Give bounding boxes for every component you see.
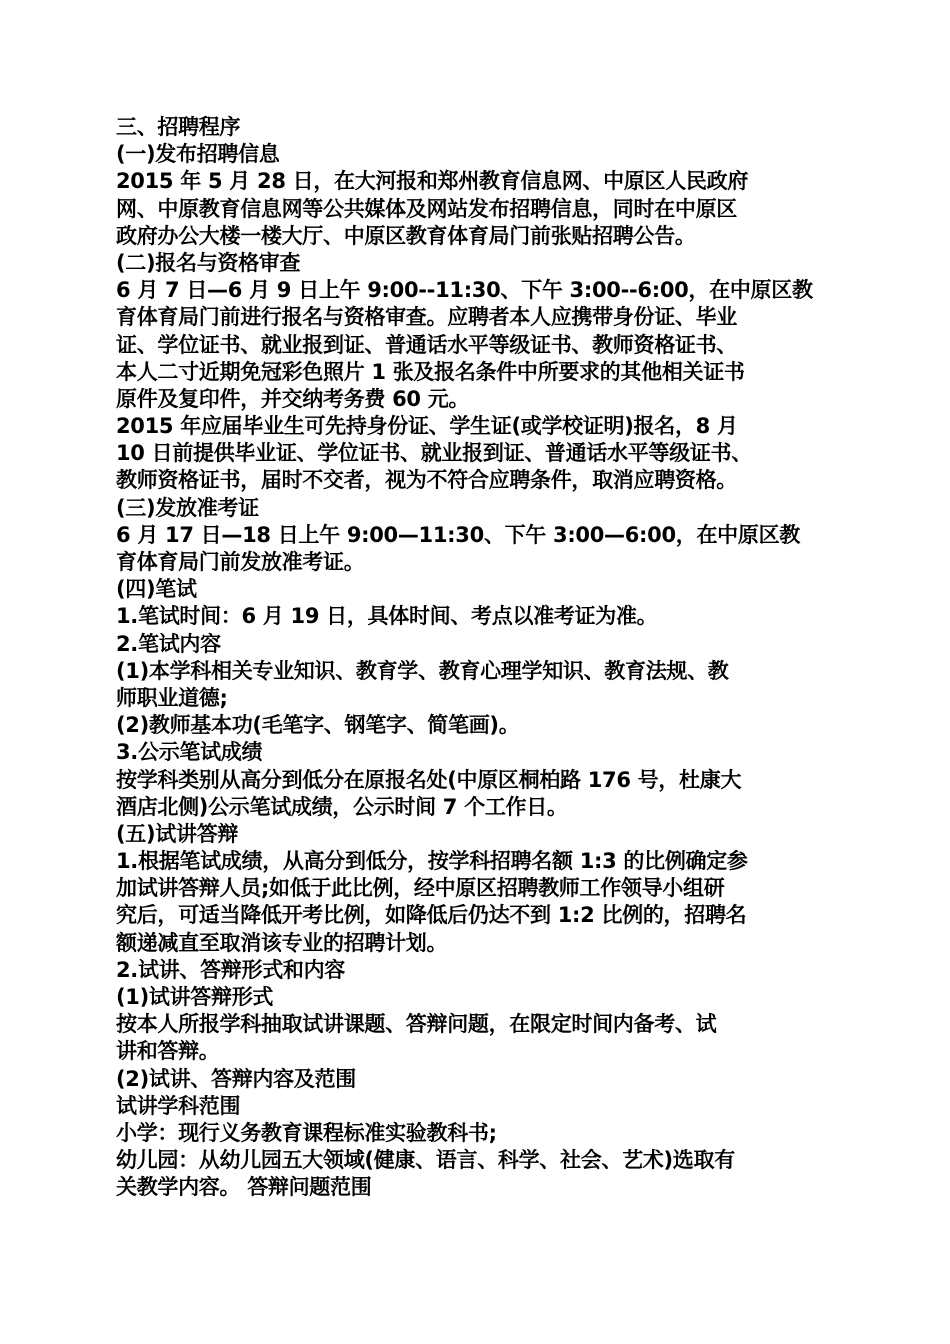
text-line: 幼儿园：从幼儿园五大领域(健康、语言、科学、社会、艺术)选取有 [116,1148,735,1173]
text-line: 证、学位证书、就业报到证、普通话水平等级证书、教师资格证书、 [116,332,737,357]
text-line: 网、中原教育信息网等公共媒体及网站发布招聘信息，同时在中原区 [116,196,737,221]
text-line: (2)试讲、答辩内容及范围 [116,1066,356,1091]
text-line: 6 月 7 日—6 月 9 日上午 9:00--11:30、下午 3:00--6:00，在中原区教 [116,278,813,303]
text-line: 额递减直至取消该专业的招聘计划。 [116,930,448,955]
text-line: 按本人所报学科抽取试讲课题、答辩问题，在限定时间内备考、试 [116,1012,717,1037]
text-line: 按学科类别从高分到低分在原报名处(中原区桐柏路 176 号，杜康大 [116,767,742,792]
text-line: 原件及复印件，并交纳考务费 60 元。 [116,386,470,411]
text-line: (1)本学科相关专业知识、教育学、教育心理学知识、教育法规、教 [116,658,729,683]
text-line: 育体育局门前进行报名与资格审查。应聘者本人应携带身份证、毕业 [116,305,737,330]
subheading-publish-info: (一)发布招聘信息 [116,142,280,167]
text-line: 小学：现行义务教育课程标准实验教科书; [116,1120,497,1145]
text-line: 2015 年应届毕业生可先持身份证、学生证(或学校证明)报名，8 月 [116,414,738,439]
document-body [116,114,838,1202]
subheading-trial-lecture: (五)试讲答辩 [116,821,239,846]
text-line: (2)教师基本功(毛笔字、钢笔字、简笔画)。 [116,713,520,738]
subheading-written-exam: (四)笔试 [116,577,197,602]
subheading-admission-ticket: (三)发放准考证 [116,495,259,520]
text-line: 1.笔试时间：6 月 19 日，具体时间、考点以准考证为准。 [116,604,658,629]
text-line: 师职业道德; [116,685,228,710]
text-line: 关教学内容。 答辩问题范围 [116,1175,372,1200]
text-line: 试讲学科范围 [116,1093,241,1118]
text-line: 10 日前提供毕业证、学位证书、就业报到证、普通话水平等级证书、 [116,441,752,466]
text-line: 6 月 17 日—18 日上午 9:00—11:30、下午 3:00—6:00，在中原区教 [116,522,800,547]
text-line: 2015 年 5 月 28 日，在大河报和郑州教育信息网、中原区人民政府 [116,169,749,194]
text-line: 政府办公大楼一楼大厅、中原区教育体育局门前张贴招聘公告。 [116,223,696,248]
text-line: 1.根据笔试成绩，从高分到低分，按学科招聘名额 1:3 的比例确定参 [116,849,748,874]
section-heading-recruitment-procedure: 三、招聘程序 [116,115,241,139]
text-line: 育体育局门前发放准考证。 [116,550,365,574]
text-line: 教师资格证书，届时不交者，视为不符合应聘条件，取消应聘资格。 [116,468,737,493]
text-line: 3.公示笔试成绩 [116,740,263,765]
text-line: 2.试讲、答辩形式和内容 [116,957,345,982]
text-line: 究后，可适当降低开考比例，如降低后仍达不到 1:2 比例的，招聘名 [116,903,747,928]
text-line: (1)试讲答辩形式 [116,985,274,1009]
text-line: 加试讲答辩人员;如低于此比例，经中原区招聘教师工作领导小组研 [116,876,725,901]
text-line: 酒店北侧)公示笔试成绩，公示时间 7 个工作日。 [116,794,568,819]
text-line: 本人二寸近期免冠彩色照片 1 张及报名条件中所要求的其他相关证书 [116,359,745,384]
text-line: 讲和答辩。 [116,1039,220,1064]
text-line: 2.笔试内容 [116,631,221,656]
subheading-registration: (二)报名与资格审查 [116,250,301,275]
